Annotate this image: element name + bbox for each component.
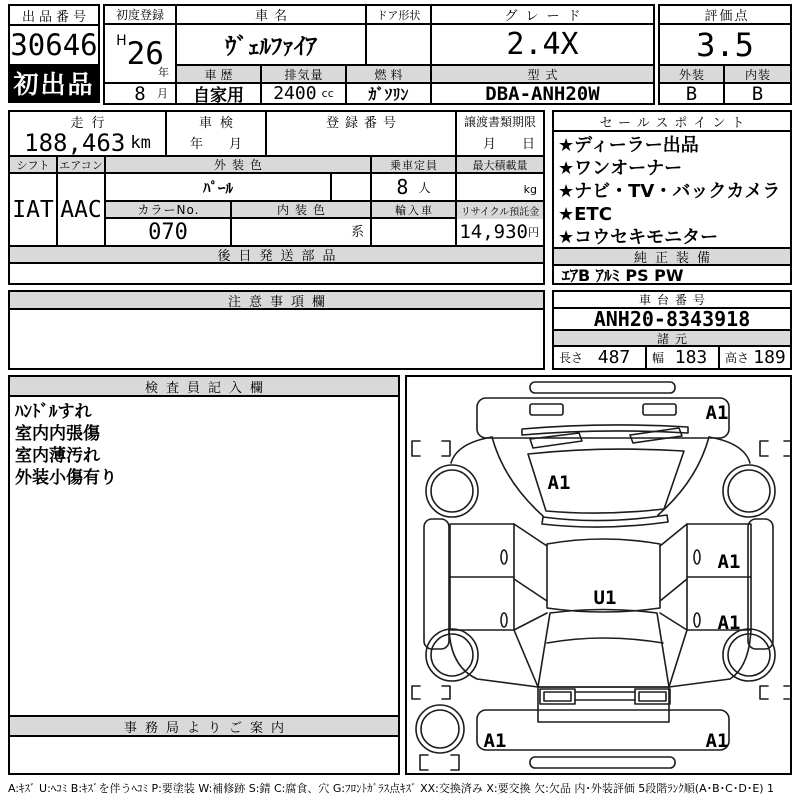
inspector-notes-list (15, 401, 395, 501)
int-color-cell (232, 219, 372, 247)
office-notice-label: 事務局よりご案内 (10, 715, 398, 737)
sales-point-item: ★ワンオーナー (558, 158, 683, 179)
transfer-docs-label: 譲渡書類期限 (457, 112, 543, 131)
mileage-unit: km (130, 133, 151, 153)
sales-point-item: ★ディーラー出品 (558, 135, 699, 156)
model-code-value: DBA-ANH20W (485, 84, 600, 103)
length-value: 487 (597, 347, 631, 368)
damage-marker: A1 (483, 730, 507, 752)
displacement-cell (262, 84, 347, 103)
first-reg-year: 26 (126, 35, 164, 72)
first-reg-month: 8 (134, 84, 146, 103)
max-load-unit: kg (523, 183, 537, 196)
capacity-unit: 人 (418, 180, 431, 195)
inspector-note: 室内内張傷 (15, 424, 100, 444)
sales-points-box (552, 110, 792, 285)
recycle-label: リサイクル預託金 (457, 202, 543, 219)
score-label: 評価点 (660, 6, 790, 25)
door-shape-label: ドア形状 (367, 6, 432, 25)
ext-color-value: ﾊﾟｰﾙ (106, 174, 332, 202)
displacement-unit: cc (321, 87, 334, 100)
int-color-label: 内装色 (232, 202, 372, 219)
damage-marker: A1 (717, 551, 741, 573)
reg-number-value (267, 131, 457, 157)
history-value: 自家用 (177, 84, 262, 103)
car-outline-sketch (407, 377, 790, 773)
shift-label: シフト (10, 157, 58, 174)
width-cell (647, 347, 720, 368)
chassis-box (552, 290, 792, 370)
sales-points-list (554, 134, 790, 247)
recycle-cell (457, 219, 543, 247)
sales-point-item: ★ETC (558, 204, 612, 225)
lot-number-label: 出品番号 (10, 6, 98, 26)
max-load-cell (457, 174, 543, 202)
int-color-suffix: 系 (350, 225, 364, 240)
height-cell (720, 347, 790, 368)
door-shape-value (367, 25, 432, 66)
car-diagram (405, 375, 792, 775)
length-label: 長さ (559, 351, 584, 365)
grade-value: 2.4X (432, 25, 653, 66)
caution-label: 注意事項欄 (10, 292, 543, 310)
dimensions-label: 諸元 (554, 331, 790, 347)
first-reg-label: 初度登録 (105, 6, 177, 25)
ext-color-extra-cell (332, 174, 372, 202)
first-listing-badge: 初出品 (10, 64, 98, 101)
first-reg-era: H (116, 33, 127, 49)
sales-points-label: セールスポイント (554, 112, 790, 132)
capacity-value: 8 (396, 175, 409, 199)
width-label: 幅 (652, 351, 665, 365)
interior-grade-value: B (751, 84, 764, 103)
mileage-label: 走行 (10, 112, 167, 131)
first-reg-month-cell (105, 84, 177, 103)
recycle-unit: 円 (528, 226, 539, 239)
sales-point-item: ★コウセキモニター (558, 227, 719, 247)
inspector-note: 外装小傷有り (15, 468, 117, 488)
ext-color-label: 外装色 (106, 157, 372, 174)
first-reg-year-cell (105, 25, 177, 84)
shift-value: IAT (10, 174, 58, 247)
length-cell (554, 347, 647, 368)
capacity-label: 乗車定員 (372, 157, 457, 174)
reg-number-label: 登録番号 (267, 112, 457, 131)
inspector-notes-box (8, 375, 400, 775)
damage-marker: A1 (705, 730, 729, 752)
oem-equipment-label: 純正装備 (554, 247, 790, 266)
inspector-note: ﾊﾝﾄﾞﾙすれ (15, 402, 92, 422)
fuel-label: 燃料 (347, 66, 432, 84)
displacement-value: 2400 (273, 84, 317, 103)
oem-equipment-value: ｴｱB ｱﾙﾐ PS PW (562, 266, 684, 283)
car-name-label: 車名 (177, 6, 367, 25)
aircon-value: AAC (58, 174, 106, 247)
inspector-note: 室内薄汚れ (15, 446, 100, 466)
chassis-number: ANH20-8343918 (554, 309, 790, 331)
lot-number-box (8, 4, 100, 103)
inspector-notes-label: 検査員記入欄 (10, 377, 398, 397)
color-no-label: カラーNo. (106, 202, 232, 219)
fuel-value: ｶﾞｿﾘﾝ (347, 84, 432, 103)
score-box (658, 4, 792, 105)
later-parts-value (10, 264, 543, 283)
damage-marker: A1 (705, 402, 729, 424)
damage-marker: A1 (717, 612, 741, 634)
recycle-value: 14,930 (459, 221, 528, 243)
vehicle-info-table (103, 4, 655, 105)
aircon-label: エアコン (58, 157, 106, 174)
color-no-value: 070 (106, 219, 232, 247)
lot-number-value: 30646 (10, 28, 98, 62)
damage-marker: A1 (547, 472, 571, 494)
first-reg-month-unit: 月 (157, 87, 168, 100)
chassis-label: 車台番号 (554, 292, 790, 309)
exterior-grade-value: B (660, 84, 725, 103)
inspection-value: 年 月 (167, 131, 267, 157)
spec-table (8, 110, 545, 285)
damage-marker: U1 (593, 587, 617, 609)
transfer-docs-value: 月 日 (457, 131, 543, 157)
grade-label: グレード (432, 6, 653, 25)
sales-point-item: ★ナビ・TV・バックカメラ (558, 181, 781, 202)
model-code-label: 型式 (432, 66, 653, 84)
caution-box (8, 290, 545, 370)
max-load-label: 最大積載量 (457, 157, 543, 174)
exterior-grade-label: 外装 (660, 66, 725, 84)
height-value: 189 (753, 347, 786, 368)
mileage-cell (10, 131, 167, 157)
car-body-outline (412, 382, 790, 770)
history-label: 車歴 (177, 66, 262, 84)
capacity-cell (372, 174, 457, 202)
mileage-value: 188,463 (24, 131, 126, 157)
first-reg-year-unit: 年 (158, 66, 169, 79)
displacement-label: 排気量 (262, 66, 347, 84)
width-value: 183 (674, 347, 708, 368)
interior-grade-label: 内装 (725, 66, 790, 84)
import-car-value (372, 219, 457, 247)
import-car-label: 輸入車 (372, 202, 457, 219)
damage-legend: A:ｷｽﾞ U:ﾍｺﾐ B:ｷｽﾞを伴うﾍｺﾐ P:要塗装 W:補修跡 S:錆 C:腐食、穴 G:ﾌﾛﾝﾄｶﾞﾗｽ点ｷｽﾞ XX:交換済み X:要交換 欠:欠品 内･外装評価 5段階ﾗﾝｸ順(A･B･C･D･E) 1 (8, 782, 775, 795)
inspection-label: 車検 (167, 112, 267, 131)
car-name-value: ｳﾞｪﾙﾌｧｲｱ (177, 25, 367, 66)
later-parts-label: 後日発送部品 (10, 247, 543, 264)
height-label: 高さ (725, 351, 750, 365)
score-value: 3.5 (660, 25, 790, 66)
